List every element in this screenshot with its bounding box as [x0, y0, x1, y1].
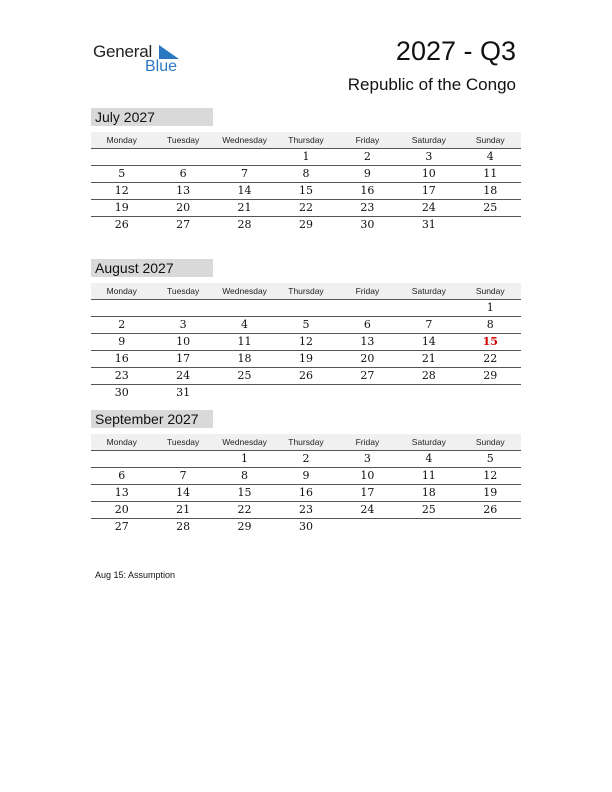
day-cell: 28	[237, 218, 252, 231]
day-cell: 17	[176, 352, 191, 365]
holiday-note: Aug 15: Assumption	[95, 570, 176, 580]
day-cell: 15	[298, 184, 313, 197]
day-cell: 30	[298, 520, 313, 533]
day-cell: 4	[241, 318, 249, 331]
week-row	[91, 149, 521, 166]
page-title: 2027 - Q3	[395, 36, 516, 66]
country-name: Republic of the Congo	[347, 75, 516, 94]
day-cell: 5	[118, 167, 126, 180]
day-cell: 31	[421, 218, 436, 231]
day-cell: 6	[363, 318, 371, 331]
day-cell: 23	[360, 201, 375, 214]
day-cell: 27	[360, 369, 375, 382]
weekday-header	[91, 283, 521, 300]
week-row	[91, 317, 521, 334]
day-cell: 23	[298, 503, 313, 516]
day-cell: 7	[425, 318, 433, 331]
month-label: August 2027	[91, 259, 213, 277]
weekday-header	[91, 132, 521, 149]
day-cell: 11	[237, 335, 252, 348]
day-cell: 8	[486, 318, 494, 331]
day-cell: 15	[237, 486, 252, 499]
day-cell	[337, 385, 398, 401]
week-row	[91, 368, 521, 385]
weekday-label: Friday	[355, 437, 380, 447]
month-august	[91, 259, 521, 401]
day-cell: 20	[360, 352, 375, 365]
weekday-label: Monday	[106, 286, 137, 296]
week-row	[91, 183, 521, 200]
month-september	[91, 410, 521, 535]
day-cell: 1	[486, 301, 494, 314]
day-cell	[398, 300, 459, 316]
day-cell: 4	[425, 452, 433, 465]
day-cell	[152, 300, 213, 316]
day-cell: 30	[114, 386, 129, 399]
weekday-label: Sunday	[475, 135, 505, 145]
day-cell: 14	[176, 486, 191, 499]
week-row	[91, 334, 521, 351]
day-cell: 31	[176, 386, 191, 399]
day-cell: 8	[241, 469, 249, 482]
weekday-label: Saturday	[411, 286, 446, 296]
day-cell	[337, 300, 398, 316]
day-cell: 22	[483, 352, 498, 365]
day-cell: 5	[486, 452, 494, 465]
week-row	[91, 300, 521, 317]
day-cell: 30	[360, 218, 375, 231]
weekday-label: Tuesday	[166, 135, 200, 145]
day-cell: 25	[421, 503, 436, 516]
day-cell	[152, 149, 213, 165]
day-cell	[214, 300, 275, 316]
week-row	[91, 485, 521, 502]
day-cell: 22	[298, 201, 313, 214]
day-cell: 12	[483, 469, 498, 482]
day-cell: 20	[176, 201, 191, 214]
weekday-label: Monday	[106, 135, 137, 145]
day-cell: 13	[360, 335, 375, 348]
day-cell: 13	[176, 184, 191, 197]
day-cell: 18	[483, 184, 498, 197]
day-cell	[214, 385, 275, 401]
week-row	[91, 468, 521, 485]
day-cell: 18	[421, 486, 436, 499]
day-cell: 24	[176, 369, 191, 382]
day-cell: 26	[298, 369, 313, 382]
day-cell: 29	[237, 520, 252, 533]
weekday-label: Friday	[355, 286, 380, 296]
day-cell	[91, 451, 152, 467]
day-cell	[275, 385, 336, 401]
weekday-label: Thursday	[288, 135, 324, 145]
day-cell: 19	[298, 352, 313, 365]
day-cell: 2	[118, 318, 126, 331]
day-cell: 16	[360, 184, 375, 197]
day-cell: 2	[302, 452, 310, 465]
day-cell: 23	[114, 369, 129, 382]
day-cell: 19	[483, 486, 498, 499]
day-cell	[398, 519, 459, 535]
day-cell: 25	[237, 369, 252, 382]
day-cell: 19	[114, 201, 129, 214]
day-cell: 28	[176, 520, 191, 533]
day-cell: 25	[483, 201, 498, 214]
day-cell: 21	[237, 201, 252, 214]
weeks	[91, 300, 521, 401]
weekday-label: Monday	[106, 437, 137, 447]
day-cell: 12	[298, 335, 313, 348]
day-cell: 22	[237, 503, 252, 516]
weekday-label: Thursday	[288, 286, 324, 296]
day-cell: 24	[421, 201, 436, 214]
day-cell: 10	[421, 167, 436, 180]
day-cell: 10	[176, 335, 191, 348]
day-cell	[152, 451, 213, 467]
day-cell: 6	[179, 167, 187, 180]
day-cell: 1	[302, 150, 310, 163]
weekday-label: Tuesday	[166, 286, 200, 296]
week-row	[91, 166, 521, 183]
day-cell: 17	[421, 184, 436, 197]
day-cell: 5	[302, 318, 310, 331]
day-cell: 1	[241, 452, 249, 465]
logo-word-blue: Blue	[145, 58, 178, 75]
day-cell: 16	[114, 352, 129, 365]
day-cell	[398, 385, 459, 401]
day-cell: 21	[421, 352, 436, 365]
month-label: July 2027	[91, 108, 213, 126]
weekday-label: Saturday	[411, 135, 446, 145]
day-cell: 9	[302, 469, 310, 482]
day-cell: 2	[363, 150, 371, 163]
day-cell: 3	[363, 452, 371, 465]
day-cell: 7	[179, 469, 187, 482]
day-cell: 27	[176, 218, 191, 231]
week-row	[91, 451, 521, 468]
week-row	[91, 385, 521, 401]
weeks	[91, 149, 521, 233]
logo	[93, 42, 193, 78]
day-cell: 12	[114, 184, 129, 197]
week-row	[91, 217, 521, 233]
day-cell: 7	[241, 167, 249, 180]
day-cell: 13	[114, 486, 129, 499]
day-cell: 3	[179, 318, 187, 331]
day-cell: 26	[114, 218, 129, 231]
day-cell: 9	[118, 335, 126, 348]
day-cell: 4	[486, 150, 494, 163]
day-cell: 29	[483, 369, 498, 382]
day-cell: 9	[363, 167, 371, 180]
day-cell: 27	[114, 520, 129, 533]
day-cell	[460, 217, 521, 233]
day-cell: 20	[114, 503, 129, 516]
week-row	[91, 502, 521, 519]
week-row	[91, 351, 521, 368]
weekday-label: Wednesday	[222, 437, 267, 447]
weekday-label: Sunday	[475, 437, 505, 447]
weeks	[91, 451, 521, 535]
day-cell: 18	[237, 352, 252, 365]
day-cell	[460, 519, 521, 535]
day-cell: 26	[483, 503, 498, 516]
day-cell: 28	[421, 369, 436, 382]
weekday-label: Tuesday	[166, 437, 200, 447]
weekday-label: Wednesday	[222, 286, 267, 296]
week-row	[91, 519, 521, 535]
weekday-label: Friday	[355, 135, 380, 145]
weekday-label: Sunday	[475, 286, 505, 296]
weekday-label: Thursday	[288, 437, 324, 447]
day-cell	[214, 149, 275, 165]
day-cell: 14	[421, 335, 436, 348]
day-cell: 14	[237, 184, 252, 197]
month-label: September 2027	[91, 410, 213, 428]
day-cell: 8	[302, 167, 310, 180]
day-cell: 29	[298, 218, 313, 231]
month-july	[91, 108, 521, 233]
day-cell: 6	[118, 469, 126, 482]
day-cell	[91, 300, 152, 316]
day-cell	[337, 519, 398, 535]
day-cell	[91, 149, 152, 165]
day-cell	[460, 385, 521, 401]
day-cell: 17	[360, 486, 375, 499]
holiday-day-cell: 15	[482, 335, 498, 348]
day-cell: 3	[425, 150, 433, 163]
day-cell: 11	[421, 469, 436, 482]
weekday-header	[91, 434, 521, 451]
day-cell	[275, 300, 336, 316]
weekday-label: Saturday	[411, 437, 446, 447]
day-cell: 11	[483, 167, 498, 180]
day-cell: 16	[298, 486, 313, 499]
logo-word-general: General	[93, 42, 153, 61]
week-row	[91, 200, 521, 217]
day-cell: 10	[360, 469, 375, 482]
day-cell: 21	[176, 503, 191, 516]
weekday-label: Wednesday	[222, 135, 267, 145]
day-cell: 24	[360, 503, 375, 516]
